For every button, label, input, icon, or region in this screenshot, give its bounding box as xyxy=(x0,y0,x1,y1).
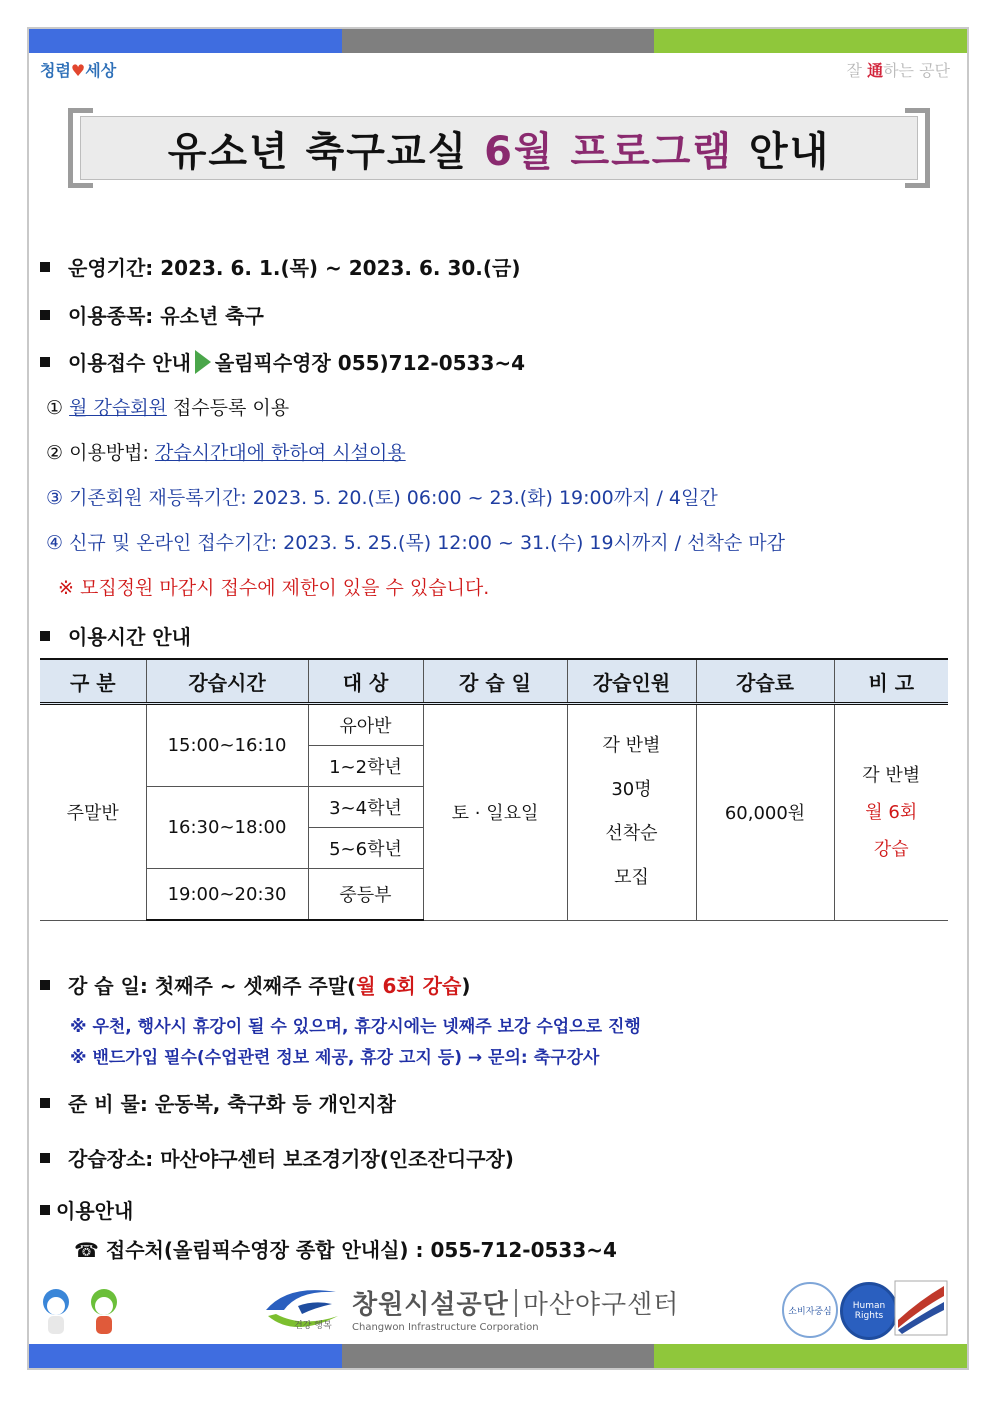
org-english-name: Changwon Infrastructure Corporation xyxy=(352,1322,539,1333)
capacity-cell: 각 반별 30명 선착순 모집 xyxy=(567,704,696,921)
guide-heading: 이용안내 xyxy=(40,1195,133,1224)
col-header: 강습시간 xyxy=(146,659,308,704)
contact-info: ☎ 접수처(올림픽수영장 종합 안내실) : 055-712-0533~4 xyxy=(74,1238,617,1262)
table-row xyxy=(40,704,948,746)
col-header: 강습료 xyxy=(696,659,834,704)
col-header: 강습인원 xyxy=(567,659,696,704)
remark-cell: 각 반별 월 6회 강습 xyxy=(834,704,948,921)
item-2: ② 이용방법: 강습시간대에 한하여 시설이용 xyxy=(46,442,406,464)
bottom-color-bar xyxy=(29,1344,967,1368)
target-cell: 1~2학년 xyxy=(308,746,423,787)
target-cell: 중등부 xyxy=(308,869,423,921)
time-cell: 16:30~18:00 xyxy=(146,787,308,869)
preparation: 준 비 물: 운동복, 축구화 등 개인지참 xyxy=(40,1088,396,1117)
human-rights-badge: Human Rights xyxy=(840,1282,898,1340)
item-3: ③ 기존회원 재등록기간: 2023. 5. 20.(토) 06:00 ~ 23.(화) 19:00까지 / 4일간 xyxy=(46,487,718,509)
table-header-row xyxy=(40,659,948,704)
item-4: ④ 신규 및 온라인 접수기간: 2023. 5. 25.(목) 12:00 ~ 31.(수) 19시까지 / 선착순 마감 xyxy=(46,532,785,554)
usage-method-link[interactable]: 강습시간대에 한하여 시설이용 xyxy=(154,442,406,464)
time-heading: 이용시간 안내 xyxy=(40,621,191,650)
page-title: 유소년 축구교실 6월 프로그램 안내 xyxy=(80,116,918,180)
venue: 강습장소: 마산야구센터 보조경기장(인조잔디구장) xyxy=(40,1143,514,1172)
time-cell: 15:00~16:10 xyxy=(146,704,308,787)
target-cell: 5~6학년 xyxy=(308,828,423,869)
arrow-right-icon xyxy=(195,350,211,374)
page-title-box xyxy=(68,108,930,188)
fee-cell: 60,000원 xyxy=(696,704,834,921)
operation-period: 운영기간: 2023. 6. 1.(목) ~ 2023. 6. 30.(금) xyxy=(40,252,520,281)
note-rain: ※ 우천, 행사시 휴강이 될 수 있으며, 휴강시에는 넷째주 보강 수업으로 진행 xyxy=(70,1017,641,1037)
target-cell: 유아반 xyxy=(308,704,423,746)
mascot-icon xyxy=(34,1286,130,1336)
org-name: 창원시설공단 마산야구센터 xyxy=(352,1290,680,1320)
consumer-centered-badge: 소비자중심 xyxy=(782,1282,838,1338)
col-header: 구 분 xyxy=(40,659,146,704)
group-cell: 주말반 xyxy=(40,704,146,921)
slogan-logo: 잘 通하는 공단 xyxy=(846,61,950,80)
col-header: 강 습 일 xyxy=(423,659,567,704)
monthly-member-link[interactable]: 월 강습회원 xyxy=(69,397,167,419)
days-cell: 토 · 일요일 xyxy=(423,704,567,921)
target-cell: 3~4학년 xyxy=(308,787,423,828)
note-band: ※ 밴드가입 필수(수업관련 정보 제공, 휴강 고지 등) → 문의: 축구강사 xyxy=(70,1048,600,1068)
warning-note: ※ 모집정원 마감시 접수에 제한이 있을 수 있습니다. xyxy=(58,577,490,599)
item-1: ① 월 강습회원 접수등록 이용 xyxy=(46,397,290,419)
top-color-bar xyxy=(29,29,967,53)
org-logo: 건강 행복 창원시설공단 마산야구센터 Changwon Infrastructure Corporation xyxy=(258,1280,344,1342)
col-header: 비 고 xyxy=(834,659,948,704)
clean-world-logo: 청렴♥세상 xyxy=(40,61,117,80)
lesson-days: 강 습 일: 첫째주 ~ 셋째주 주말(월 6회 강습) xyxy=(40,970,470,999)
reception-info: 이용접수 안내 올림픽수영장 055)712-0533~4 xyxy=(40,347,525,376)
col-header: 대 상 xyxy=(308,659,423,704)
sport-type: 이용종목: 유소년 축구 xyxy=(40,300,264,329)
certification-mark-icon xyxy=(894,1280,948,1336)
schedule-table xyxy=(40,658,948,921)
time-cell: 19:00~20:30 xyxy=(146,869,308,921)
